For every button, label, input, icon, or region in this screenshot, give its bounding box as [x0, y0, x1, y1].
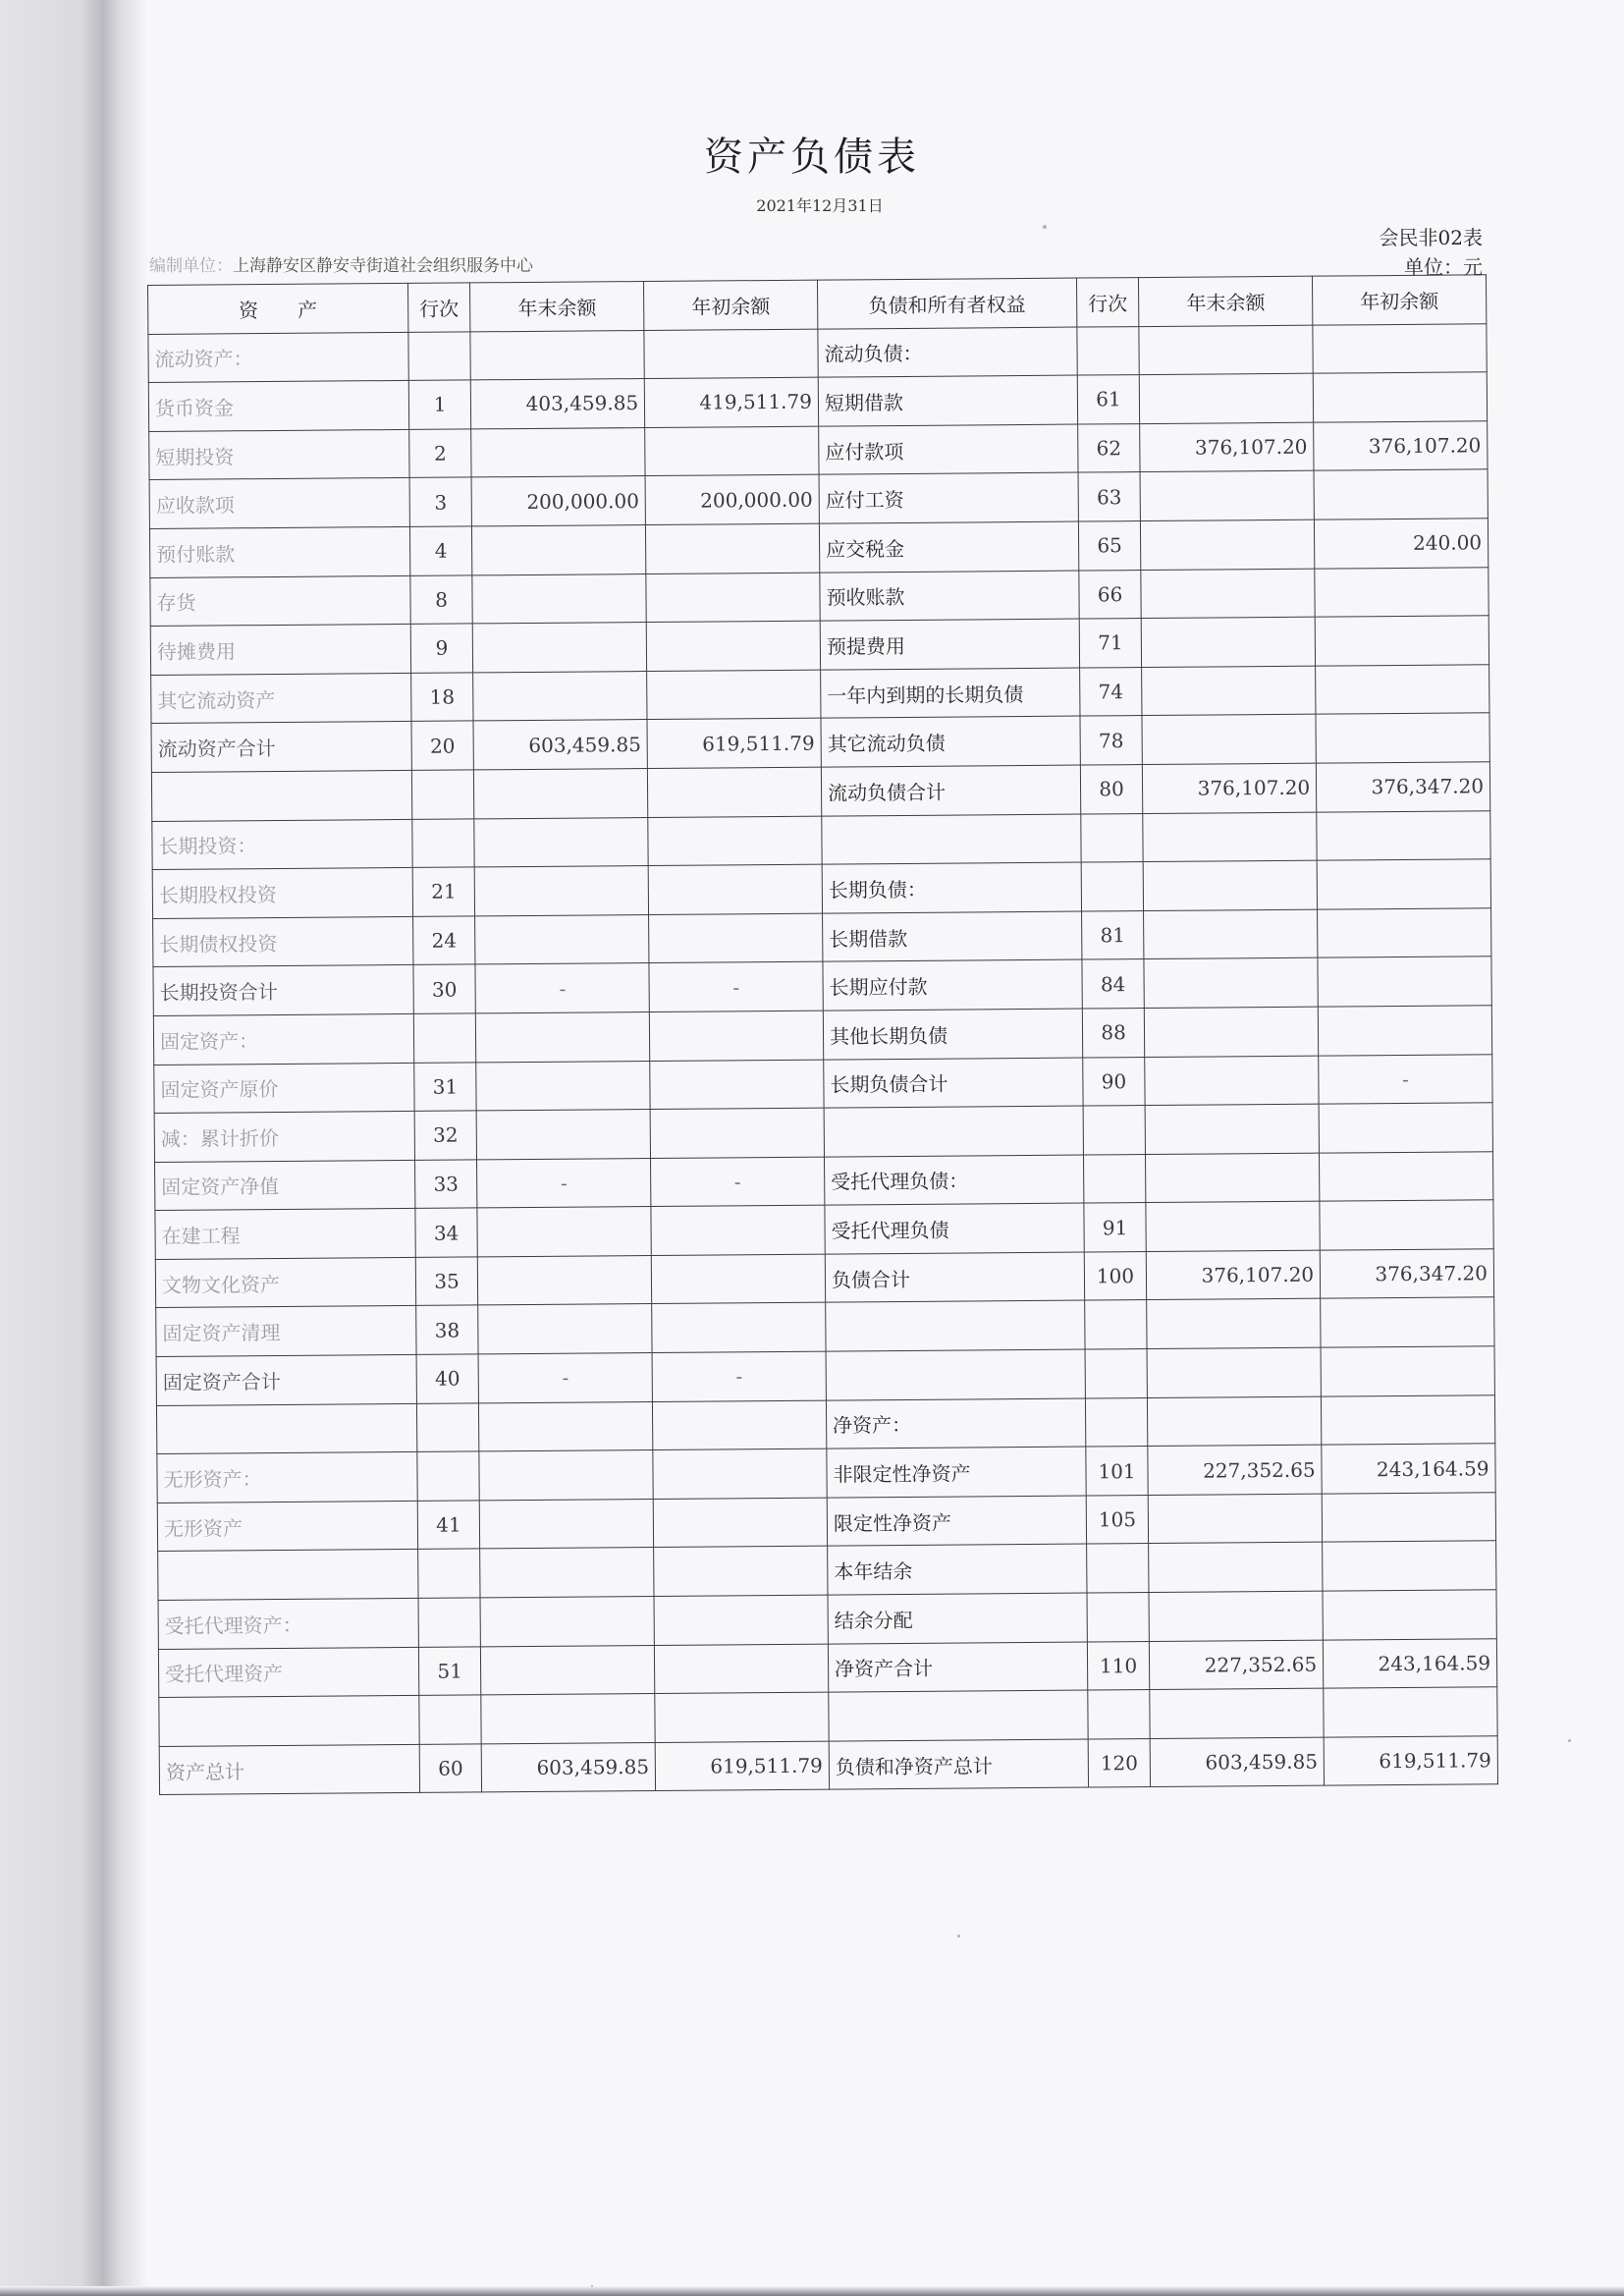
liability-name: 其它流动负债	[821, 716, 1080, 767]
asset-name: 固定资产：	[153, 1013, 413, 1065]
asset-ending-balance: -	[478, 1353, 652, 1403]
liability-name: 流动负债合计	[821, 765, 1080, 816]
asset-line-no	[408, 332, 471, 381]
asset-line-no: 20	[411, 721, 474, 770]
asset-name: 在建工程	[155, 1209, 415, 1260]
asset-ending-balance	[481, 1645, 655, 1695]
asset-line-no: 3	[409, 477, 472, 526]
asset-name: 受托代理资产	[158, 1647, 418, 1698]
liability-name: 预提费用	[820, 619, 1079, 670]
asset-beginning-balance: 619,511.79	[655, 1741, 829, 1791]
asset-line-no: 21	[412, 867, 475, 916]
liability-line-no	[1083, 1106, 1146, 1155]
asset-beginning-balance	[646, 523, 820, 574]
liability-line-no: 90	[1082, 1057, 1145, 1106]
liability-beginning-balance	[1319, 1103, 1492, 1153]
liability-ending-balance	[1149, 1543, 1323, 1593]
asset-ending-balance	[477, 1207, 651, 1257]
asset-ending-balance	[481, 1694, 655, 1744]
liability-ending-balance	[1142, 617, 1316, 667]
asset-name: 长期股权投资	[152, 868, 412, 919]
liability-line-no: 61	[1077, 375, 1140, 424]
liability-beginning-balance	[1324, 1687, 1497, 1737]
asset-beginning-balance	[654, 1547, 828, 1597]
liability-name: 限定性净资产	[827, 1496, 1086, 1547]
liability-name: 净资产：	[826, 1398, 1085, 1449]
asset-ending-balance: -	[477, 1158, 651, 1208]
asset-name	[159, 1696, 419, 1747]
asset-line-no: 4	[409, 526, 472, 575]
asset-beginning-balance: -	[651, 1157, 825, 1207]
liability-line-no: 101	[1086, 1447, 1149, 1496]
asset-name	[151, 770, 411, 821]
liability-line-no	[1084, 1300, 1147, 1349]
asset-line-no	[417, 1451, 480, 1501]
liability-ending-balance	[1144, 957, 1318, 1008]
liability-line-no	[1087, 1593, 1150, 1642]
liability-ending-balance	[1147, 1299, 1321, 1349]
asset-beginning-balance	[645, 426, 819, 476]
liability-beginning-balance: 240.00	[1315, 519, 1489, 569]
liability-name	[829, 1690, 1088, 1741]
liability-name: 长期负债合计	[824, 1058, 1083, 1109]
asset-name: 应收款项	[149, 478, 409, 529]
asset-beginning-balance: 200,000.00	[645, 475, 819, 525]
asset-ending-balance	[478, 1255, 652, 1305]
liability-beginning-balance	[1314, 469, 1488, 519]
liability-beginning-balance	[1323, 1590, 1496, 1640]
liability-beginning-balance: 243,164.59	[1324, 1638, 1497, 1688]
reporting-entity-name: 上海静安区静安寺街道社会组织服务中心	[233, 256, 533, 276]
liability-name: 应付款项	[819, 424, 1078, 475]
liability-line-no: 63	[1078, 472, 1141, 521]
liability-name: 负债和净资产总计	[829, 1739, 1088, 1790]
asset-beginning-balance: -	[649, 961, 823, 1011]
asset-beginning-balance	[648, 767, 822, 817]
asset-ending-balance	[479, 1401, 653, 1451]
liability-beginning-balance	[1321, 1297, 1494, 1347]
liability-ending-balance	[1141, 569, 1315, 619]
liability-beginning-balance: 376,347.20	[1317, 762, 1490, 812]
asset-ending-balance	[476, 1011, 650, 1062]
report-date: 2021年12月31日	[756, 196, 884, 215]
asset-beginning-balance	[653, 1449, 827, 1499]
asset-ending-balance: 603,459.85	[473, 720, 647, 770]
liability-name: 流动负债：	[818, 327, 1077, 378]
liability-beginning-balance: 376,347.20	[1320, 1249, 1493, 1299]
liability-ending-balance	[1139, 325, 1313, 375]
asset-name: 存货	[150, 575, 410, 627]
asset-name: 待摊费用	[150, 625, 410, 676]
liability-name: 应交税金	[819, 521, 1078, 573]
liability-name: 一年内到期的长期负债	[821, 668, 1080, 719]
liability-line-no: 62	[1077, 423, 1140, 472]
asset-name: 长期投资合计	[153, 965, 413, 1016]
liability-name: 负债合计	[825, 1252, 1084, 1303]
liability-name: 长期借款	[823, 911, 1082, 962]
asset-ending-balance	[480, 1548, 654, 1598]
asset-line-no	[418, 1598, 481, 1647]
liability-ending-balance	[1140, 471, 1314, 521]
liability-ending-balance: 376,107.20	[1140, 422, 1314, 472]
liability-name: 受托代理负债：	[824, 1155, 1083, 1206]
asset-name: 减：累计折价	[154, 1111, 414, 1162]
paper-speck	[957, 1935, 960, 1938]
asset-line-no: 60	[419, 1744, 482, 1793]
balance-sheet-table	[147, 274, 1498, 1795]
liability-ending-balance: 227,352.65	[1150, 1640, 1324, 1690]
liability-line-no	[1083, 1154, 1146, 1203]
col-header-ending-balance: 年末余额	[1139, 276, 1313, 326]
asset-name: 长期债权投资	[153, 916, 413, 967]
liability-name: 其他长期负债	[823, 1009, 1082, 1060]
asset-ending-balance	[478, 1304, 652, 1354]
liability-ending-balance	[1141, 519, 1315, 570]
liability-line-no	[1081, 862, 1144, 911]
liability-beginning-balance: 619,511.79	[1324, 1736, 1497, 1786]
asset-name: 固定资产原价	[154, 1063, 414, 1114]
asset-ending-balance	[474, 817, 648, 867]
asset-beginning-balance	[655, 1692, 829, 1742]
binding-shadow	[0, 0, 147, 2296]
liability-name	[822, 814, 1081, 865]
asset-line-no: 51	[418, 1646, 481, 1695]
liability-line-no: 110	[1087, 1641, 1150, 1690]
liability-name: 应付工资	[819, 472, 1078, 523]
liability-beginning-balance	[1317, 859, 1490, 909]
liability-line-no: 66	[1078, 570, 1141, 619]
asset-line-no	[413, 1013, 476, 1063]
liability-name: 净资产合计	[828, 1642, 1087, 1693]
asset-name: 流动资产：	[148, 332, 408, 383]
asset-line-no: 30	[413, 964, 476, 1013]
liability-line-no: 65	[1078, 521, 1141, 571]
asset-ending-balance	[474, 768, 648, 818]
asset-ending-balance	[472, 524, 646, 574]
asset-name: 固定资产清理	[156, 1306, 416, 1357]
liability-beginning-balance	[1320, 1200, 1493, 1250]
asset-beginning-balance	[653, 1498, 827, 1548]
asset-ending-balance	[480, 1597, 654, 1647]
liability-beginning-balance: 376,107.20	[1314, 421, 1488, 471]
page-bottom-edge	[0, 2286, 1624, 2296]
asset-ending-balance	[476, 1061, 650, 1111]
liability-name: 预收账款	[820, 571, 1079, 622]
liability-line-no	[1080, 813, 1143, 862]
asset-beginning-balance	[646, 573, 820, 623]
liability-ending-balance	[1146, 1201, 1320, 1251]
col-header-assets: 资 产	[148, 283, 408, 334]
liability-beginning-balance	[1323, 1541, 1496, 1591]
currency-unit: 单位：元	[1404, 255, 1483, 279]
liability-ending-balance	[1150, 1688, 1324, 1738]
reporting-entity-label: 编制单位：	[149, 256, 233, 276]
form-code: 会民非02表	[1379, 226, 1483, 249]
asset-ending-balance	[473, 623, 647, 673]
asset-line-no	[411, 818, 474, 867]
asset-beginning-balance	[650, 1060, 824, 1110]
liability-ending-balance: 376,107.20	[1147, 1250, 1321, 1300]
asset-name	[158, 1550, 418, 1601]
liability-name: 受托代理负债	[825, 1203, 1084, 1254]
liability-ending-balance	[1147, 1347, 1321, 1397]
liability-line-no: 84	[1082, 959, 1145, 1009]
liability-line-no: 80	[1080, 764, 1143, 813]
paper-speck	[1568, 1739, 1571, 1742]
reporting-entity	[149, 251, 533, 276]
asset-ending-balance	[475, 866, 649, 916]
asset-name: 预付账款	[149, 526, 409, 577]
asset-name: 其它流动资产	[151, 673, 411, 724]
asset-ending-balance: 200,000.00	[471, 476, 645, 526]
col-header-line-no: 行次	[1076, 278, 1139, 327]
col-header-line-no: 行次	[407, 283, 470, 332]
liability-name: 短期借款	[818, 375, 1077, 426]
liability-beginning-balance: 243,164.59	[1322, 1444, 1495, 1494]
asset-ending-balance	[470, 330, 644, 380]
asset-line-no: 31	[413, 1062, 476, 1111]
liability-ending-balance	[1149, 1591, 1323, 1641]
paper-speck	[1043, 225, 1047, 229]
liability-beginning-balance	[1322, 1394, 1495, 1445]
liability-name	[826, 1349, 1085, 1400]
liability-beginning-balance	[1318, 907, 1491, 957]
balance-sheet-body	[148, 323, 1498, 1794]
liability-line-no: 88	[1082, 1008, 1145, 1057]
liability-name: 长期负债：	[822, 862, 1081, 913]
liability-line-no: 105	[1086, 1495, 1149, 1544]
asset-ending-balance	[471, 427, 645, 477]
liability-beginning-balance	[1315, 616, 1489, 666]
asset-name: 货币资金	[148, 381, 408, 432]
asset-line-no: 24	[412, 916, 475, 965]
asset-ending-balance: 403,459.85	[471, 379, 645, 429]
asset-ending-balance	[479, 1450, 653, 1501]
liability-ending-balance	[1148, 1396, 1322, 1447]
liability-beginning-balance	[1321, 1346, 1494, 1396]
liability-name: 非限定性净资产	[827, 1447, 1086, 1498]
asset-beginning-balance: 619,511.79	[647, 718, 821, 768]
asset-name: 资产总计	[159, 1744, 419, 1795]
asset-beginning-balance	[651, 1254, 825, 1304]
liability-ending-balance	[1142, 666, 1316, 716]
liability-ending-balance	[1149, 1494, 1323, 1544]
col-header-liabilities-equity: 负债和所有者权益	[817, 278, 1076, 329]
col-header-beginning-balance: 年初余额	[644, 280, 818, 330]
liability-beginning-balance	[1315, 567, 1489, 617]
asset-name: 无形资产：	[157, 1452, 417, 1503]
asset-beginning-balance	[651, 1205, 825, 1255]
asset-line-no	[416, 1403, 479, 1452]
asset-line-no: 41	[417, 1501, 480, 1550]
liability-line-no: 74	[1079, 667, 1142, 716]
liability-ending-balance	[1144, 909, 1318, 959]
liability-line-no	[1087, 1690, 1150, 1739]
asset-line-no	[417, 1549, 480, 1598]
liability-name	[826, 1301, 1085, 1352]
asset-ending-balance: -	[475, 963, 649, 1013]
asset-beginning-balance	[655, 1644, 829, 1694]
asset-beginning-balance	[650, 1108, 824, 1158]
liability-line-no: 78	[1080, 716, 1143, 765]
asset-beginning-balance	[644, 329, 818, 379]
liability-beginning-balance: -	[1319, 1054, 1492, 1104]
liability-beginning-balance	[1320, 1151, 1493, 1201]
liability-beginning-balance	[1318, 957, 1491, 1007]
asset-line-no: 2	[408, 429, 471, 478]
asset-beginning-balance	[646, 621, 820, 671]
asset-beginning-balance	[654, 1595, 828, 1645]
asset-ending-balance	[472, 574, 646, 624]
asset-beginning-balance: 419,511.79	[644, 377, 818, 427]
liability-ending-balance	[1145, 1104, 1319, 1154]
liability-line-no	[1086, 1544, 1149, 1593]
liability-ending-balance	[1140, 373, 1314, 423]
asset-name: 流动资产合计	[151, 722, 411, 773]
asset-name: 受托代理资产：	[158, 1598, 418, 1649]
asset-beginning-balance	[653, 1400, 827, 1450]
asset-line-no: 38	[415, 1305, 478, 1354]
asset-beginning-balance: -	[652, 1351, 826, 1401]
liability-ending-balance: 376,107.20	[1143, 763, 1317, 813]
asset-line-no: 1	[408, 380, 471, 429]
liability-line-no	[1077, 326, 1140, 375]
asset-name: 固定资产合计	[156, 1354, 416, 1405]
liability-ending-balance	[1143, 812, 1317, 862]
asset-line-no: 8	[410, 574, 473, 624]
asset-name: 无形资产	[157, 1501, 417, 1552]
asset-beginning-balance	[650, 1011, 824, 1061]
asset-name: 固定资产净值	[155, 1160, 415, 1211]
liability-ending-balance	[1145, 1007, 1319, 1057]
liability-line-no: 120	[1088, 1738, 1151, 1787]
asset-beginning-balance	[652, 1303, 826, 1353]
page-title: 资产负债表	[704, 135, 920, 180]
liability-beginning-balance	[1313, 323, 1487, 373]
col-header-beginning-balance: 年初余额	[1313, 275, 1487, 325]
asset-beginning-balance	[649, 913, 823, 963]
asset-line-no: 35	[415, 1257, 478, 1306]
liability-beginning-balance	[1316, 713, 1489, 763]
liability-ending-balance: 227,352.65	[1148, 1445, 1322, 1495]
liability-line-no	[1085, 1349, 1148, 1398]
liability-ending-balance	[1143, 860, 1317, 910]
asset-ending-balance	[473, 671, 647, 721]
liability-line-no: 81	[1081, 910, 1144, 959]
asset-line-no: 33	[414, 1160, 477, 1209]
liability-name: 结余分配	[828, 1593, 1087, 1644]
liability-beginning-balance	[1317, 810, 1490, 860]
liability-ending-balance	[1142, 715, 1316, 765]
asset-beginning-balance	[648, 816, 822, 866]
asset-line-no: 32	[414, 1111, 477, 1160]
liability-ending-balance	[1146, 1153, 1320, 1203]
liability-beginning-balance	[1322, 1493, 1495, 1543]
asset-line-no	[411, 770, 474, 819]
asset-beginning-balance	[647, 670, 821, 720]
paper-speck	[591, 2285, 593, 2287]
asset-line-no	[419, 1695, 482, 1744]
asset-name: 长期投资：	[152, 819, 412, 870]
liability-line-no	[1085, 1397, 1148, 1447]
asset-line-no: 18	[410, 673, 473, 722]
asset-name: 文物文化资产	[155, 1257, 415, 1308]
liability-beginning-balance	[1313, 372, 1487, 422]
liability-line-no: 100	[1084, 1251, 1147, 1300]
asset-line-no: 40	[416, 1354, 479, 1403]
liability-line-no: 71	[1079, 619, 1142, 668]
liability-name	[824, 1106, 1083, 1157]
asset-ending-balance: 603,459.85	[482, 1742, 656, 1792]
asset-ending-balance	[475, 914, 649, 964]
liability-ending-balance: 603,459.85	[1150, 1737, 1324, 1787]
liability-beginning-balance	[1318, 1006, 1491, 1056]
asset-name	[156, 1403, 416, 1454]
asset-beginning-balance	[648, 864, 822, 914]
liability-name: 长期应付款	[823, 959, 1082, 1011]
liability-beginning-balance	[1316, 665, 1489, 715]
liability-line-no: 91	[1084, 1203, 1147, 1252]
asset-ending-balance	[480, 1499, 654, 1549]
table-row	[159, 1736, 1497, 1795]
asset-name: 短期投资	[149, 429, 409, 480]
liability-name: 本年结余	[828, 1544, 1087, 1595]
col-header-ending-balance: 年末余额	[470, 282, 644, 332]
asset-line-no: 9	[410, 624, 473, 673]
asset-line-no: 34	[415, 1208, 478, 1257]
asset-ending-balance	[476, 1110, 650, 1160]
liability-ending-balance	[1145, 1056, 1319, 1106]
